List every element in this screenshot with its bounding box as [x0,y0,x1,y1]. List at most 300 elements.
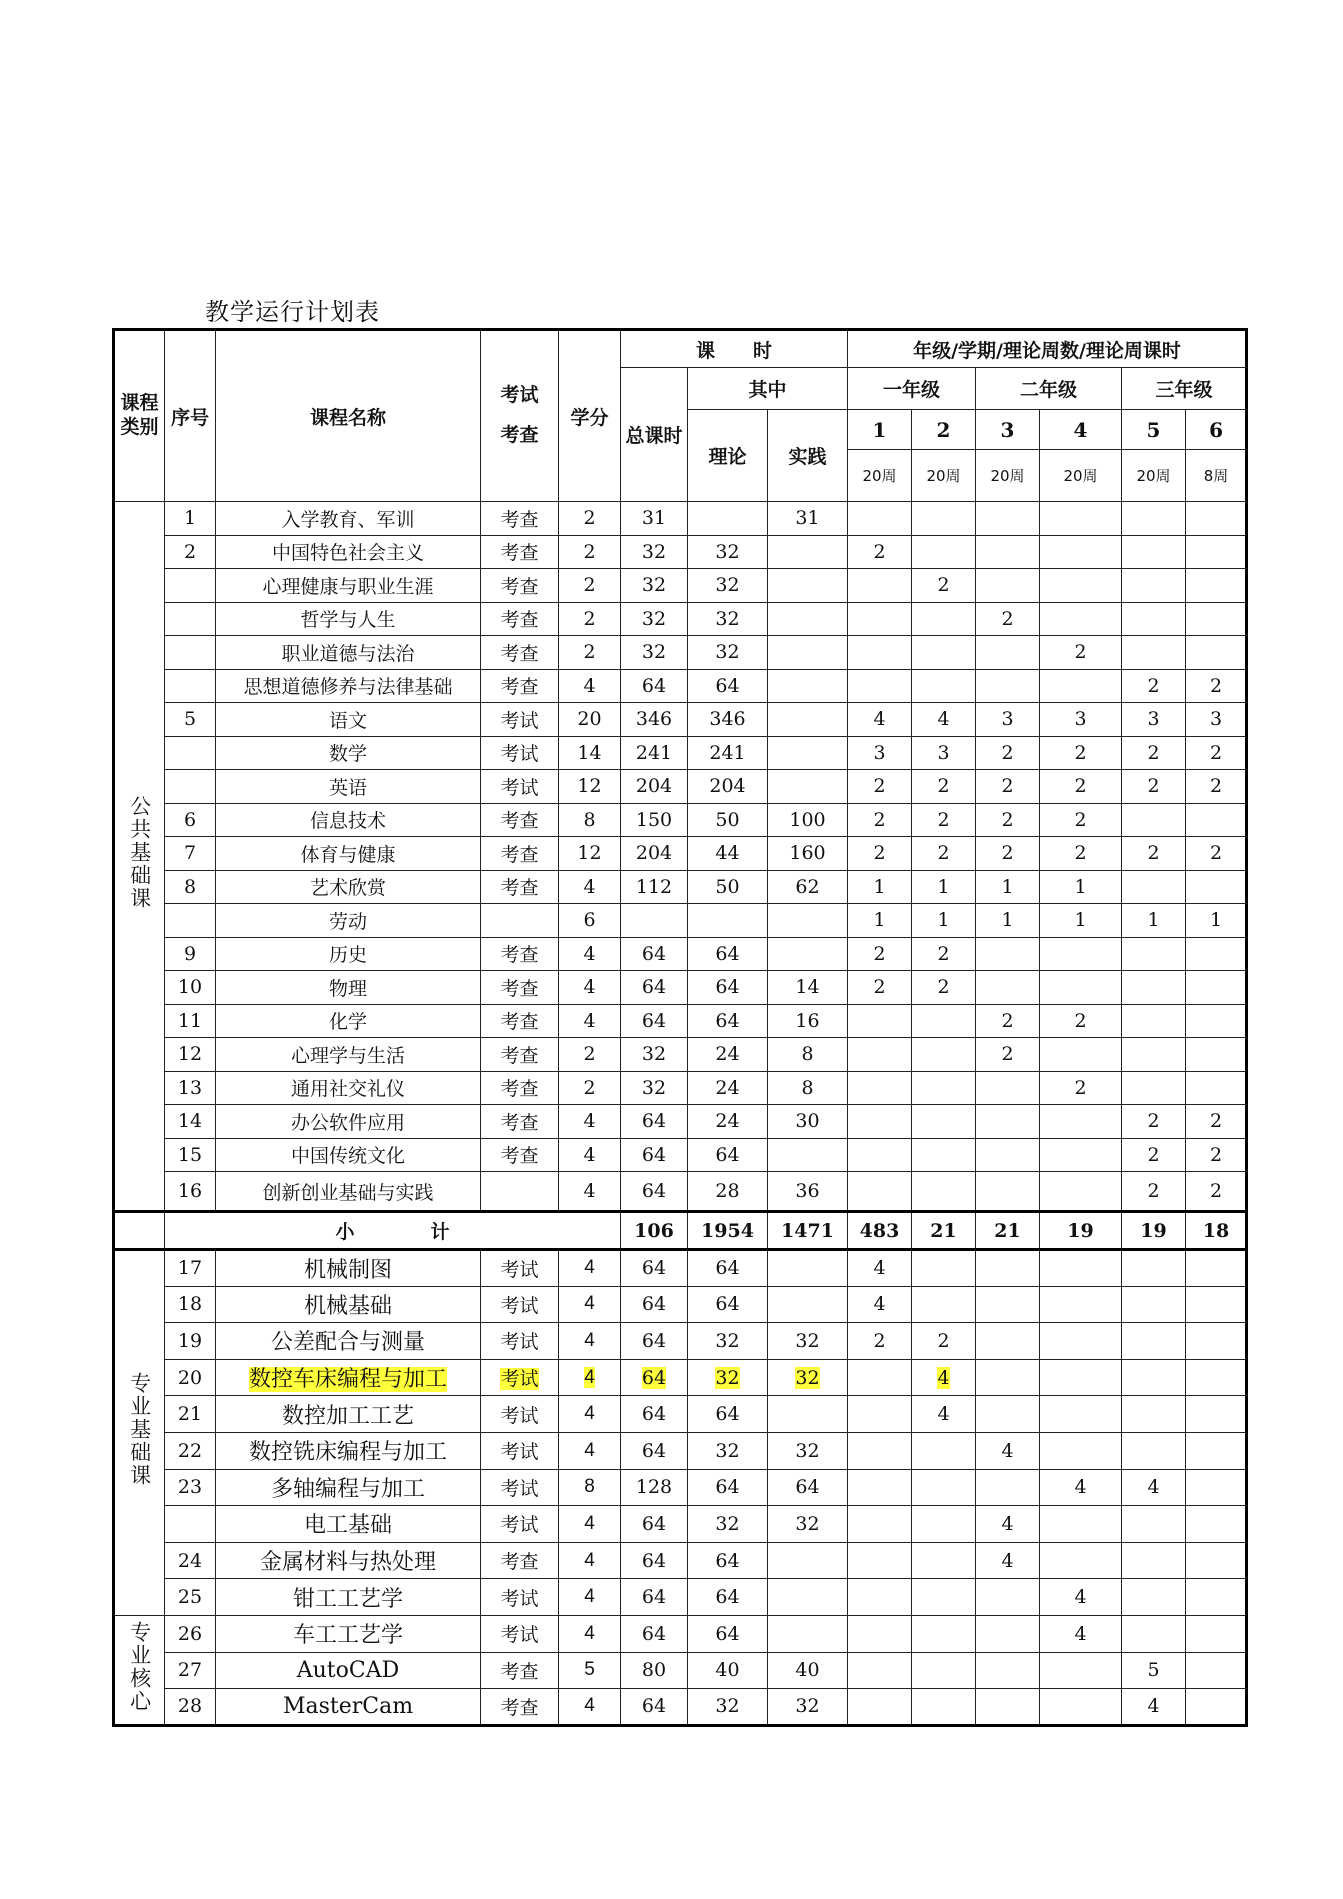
sem6-cell [1186,1506,1247,1543]
exam-type-cell: 考查 [481,569,559,603]
course-row [114,1579,1247,1616]
theory-hours-cell: 64 [688,1542,768,1579]
sem4-cell: 4 [1040,1615,1122,1652]
sem6-cell [1186,1469,1247,1506]
practice-hours-cell [768,736,848,770]
sem5-cell [1122,803,1186,837]
sem5-cell [1122,535,1186,569]
subtotal-blank-cell [114,1212,165,1250]
sem3-cell: 2 [976,803,1040,837]
seq-cell: 14 [165,1105,216,1139]
credit-cell: 4 [559,1105,621,1139]
sem6-cell [1186,1250,1247,1287]
sem6-cell: 2 [1186,1105,1247,1139]
practice-hours-cell: 8 [768,1071,848,1105]
credit-cell: 4 [559,971,621,1005]
seq-cell [165,636,216,670]
sem1-cell [848,502,912,536]
sem6-cell [1186,1038,1247,1072]
sem5-cell: 4 [1122,1689,1186,1726]
practice-hours-cell: 30 [768,1105,848,1139]
subtotal-value: 1954 [688,1212,768,1250]
sem4-cell [1040,669,1122,703]
sem4-cell: 2 [1040,636,1122,670]
subtotal-value: 483 [848,1212,912,1250]
theory-hours-cell: 24 [688,1105,768,1139]
credit-cell: 12 [559,770,621,804]
sem4-cell [1040,1689,1122,1726]
course-row [114,770,1247,804]
sem6-cell: 2 [1186,1138,1247,1172]
total-hours-cell: 64 [621,669,688,703]
seq-cell: 1 [165,502,216,536]
seq-cell: 21 [165,1396,216,1433]
sem3-cell [976,1469,1040,1506]
course-row [114,602,1247,636]
theory-hours-cell: 346 [688,703,768,737]
teaching-plan-table [112,328,1248,1727]
sem6-cell: 2 [1186,669,1247,703]
theory-hours-cell: 64 [688,937,768,971]
seq-cell [165,602,216,636]
sem1-cell: 3 [848,736,912,770]
credit-cell: 4 [559,937,621,971]
sem5-cell [1122,1323,1186,1360]
course-row [114,535,1247,569]
sem3-cell: 4 [976,1542,1040,1579]
sem2-cell [912,1432,976,1469]
sem3-cell [976,937,1040,971]
header-name: 课程名称 [216,330,481,502]
header-total-hours: 总课时 [621,368,688,502]
sem1-cell [848,669,912,703]
sem6-cell [1186,1396,1247,1433]
sem2-cell [912,636,976,670]
subtotal-label: 小 计 [165,1212,621,1250]
sem6-cell [1186,1323,1247,1360]
total-hours-cell: 32 [621,569,688,603]
course-name-cell: 电工基础 [216,1506,481,1543]
exam-type-cell: 考查 [481,1652,559,1689]
sem3-cell [976,1105,1040,1139]
exam-type-cell: 考试 [481,703,559,737]
course-name-cell: 金属材料与热处理 [216,1542,481,1579]
sem6-cell: 2 [1186,736,1247,770]
header-grade-group: 年级/学期/理论周数/理论周课时 [848,330,1247,368]
sem4-cell [1040,1542,1122,1579]
sem5-cell [1122,937,1186,971]
sem6-cell [1186,1689,1247,1726]
header-weeks: 20周 [848,450,912,502]
theory-hours-cell: 40 [688,1652,768,1689]
sem3-cell [976,569,1040,603]
sem2-cell [912,602,976,636]
course-name-cell: 机械基础 [216,1286,481,1323]
practice-hours-cell: 100 [768,803,848,837]
exam-type-cell: 考试 [481,1469,559,1506]
sem5-cell [1122,1506,1186,1543]
sem5-cell: 3 [1122,703,1186,737]
theory-hours-cell: 32 [688,1323,768,1360]
sem6-cell [1186,1652,1247,1689]
sem2-cell: 2 [912,770,976,804]
exam-type-cell: 考试 [481,1323,559,1360]
course-row [114,870,1247,904]
sem3-cell [976,1286,1040,1323]
sem2-cell [912,1469,976,1506]
practice-hours-cell [768,1286,848,1323]
sem5-cell [1122,1615,1186,1652]
sem1-cell: 4 [848,1250,912,1287]
practice-hours-cell [768,703,848,737]
course-row [114,1105,1247,1139]
sem4-cell: 4 [1040,1469,1122,1506]
seq-cell: 15 [165,1138,216,1172]
sem1-cell [848,1004,912,1038]
sem2-cell: 1 [912,904,976,938]
sem1-cell [848,1396,912,1433]
credit-cell: 5 [559,1652,621,1689]
course-name-cell: 信息技术 [216,803,481,837]
course-row [114,1615,1247,1652]
sem1-cell [848,1105,912,1139]
header-weeks: 20周 [912,450,976,502]
credit-cell: 2 [559,1071,621,1105]
sem3-cell: 2 [976,1004,1040,1038]
course-name-cell: 数学 [216,736,481,770]
course-row [114,1250,1247,1287]
sem2-cell: 2 [912,569,976,603]
practice-hours-cell: 160 [768,837,848,871]
total-hours-cell: 128 [621,1469,688,1506]
practice-hours-cell: 16 [768,1004,848,1038]
practice-hours-cell: 32 [768,1689,848,1726]
course-row [114,736,1247,770]
sem1-cell: 2 [848,535,912,569]
exam-type-cell [481,1172,559,1212]
practice-hours-cell: 14 [768,971,848,1005]
course-row [114,937,1247,971]
seq-cell: 5 [165,703,216,737]
sem3-cell: 4 [976,1432,1040,1469]
credit-cell: 2 [559,636,621,670]
practice-hours-cell [768,904,848,938]
course-name-cell: 钳工工艺学 [216,1579,481,1616]
sem4-cell [1040,535,1122,569]
sem6-cell: 2 [1186,837,1247,871]
course-row [114,1004,1247,1038]
credit-cell: 8 [559,1469,621,1506]
header-weeks: 20周 [1040,450,1122,502]
sem1-cell: 2 [848,971,912,1005]
sem5-cell [1122,1250,1186,1287]
seq-cell: 24 [165,1542,216,1579]
course-row [114,1359,1247,1396]
exam-type-cell: 考查 [481,1105,559,1139]
sem4-cell [1040,1506,1122,1543]
sem2-cell: 3 [912,736,976,770]
exam-type-cell: 考查 [481,870,559,904]
seq-cell: 10 [165,971,216,1005]
practice-hours-cell: 40 [768,1652,848,1689]
header-hours: 课 时 [621,330,848,368]
credit-cell: 2 [559,1038,621,1072]
course-name-cell: MasterCam [216,1689,481,1726]
exam-type-cell: 考查 [481,502,559,536]
sem3-cell [976,1615,1040,1652]
total-hours-cell: 32 [621,1071,688,1105]
seq-cell: 7 [165,837,216,871]
theory-hours-cell: 64 [688,1396,768,1433]
credit-cell: 6 [559,904,621,938]
sem3-cell: 2 [976,837,1040,871]
total-hours-cell: 64 [621,1579,688,1616]
exam-type-cell: 考试 [481,1396,559,1433]
sem1-cell [848,1138,912,1172]
practice-hours-cell [768,1579,848,1616]
sem1-cell: 4 [848,703,912,737]
subtotal-value: 19 [1040,1212,1122,1250]
practice-hours-cell: 32 [768,1432,848,1469]
sem5-cell [1122,569,1186,603]
sem2-cell: 4 [912,703,976,737]
sem2-cell: 2 [912,937,976,971]
sem5-cell: 2 [1122,837,1186,871]
seq-cell: 25 [165,1579,216,1616]
header-sem: 1 [848,410,912,450]
sem4-cell: 4 [1040,1579,1122,1616]
practice-hours-cell: 64 [768,1469,848,1506]
theory-hours-cell: 64 [688,1250,768,1287]
exam-type-cell: 考查 [481,1689,559,1726]
course-name-cell: 通用社交礼仪 [216,1071,481,1105]
sem4-cell [1040,1396,1122,1433]
seq-cell: 22 [165,1432,216,1469]
course-row [114,1652,1247,1689]
practice-hours-cell: 62 [768,870,848,904]
course-name-cell: 物理 [216,971,481,1005]
total-hours-cell: 150 [621,803,688,837]
sem3-cell: 2 [976,602,1040,636]
seq-cell: 12 [165,1038,216,1072]
sem6-cell [1186,1359,1247,1396]
sem3-cell: 4 [976,1506,1040,1543]
course-name-cell: 多轴编程与加工 [216,1469,481,1506]
sem1-cell [848,569,912,603]
theory-hours-cell: 32 [688,535,768,569]
sem2-cell: 4 [912,1359,976,1396]
credit-cell: 2 [559,502,621,536]
practice-hours-cell: 36 [768,1172,848,1212]
total-hours-cell: 64 [621,1396,688,1433]
course-row [114,1286,1247,1323]
credit-cell: 2 [559,569,621,603]
exam-type-cell: 考试 [481,736,559,770]
sem6-cell [1186,870,1247,904]
sem5-cell [1122,1579,1186,1616]
sem3-cell [976,1071,1040,1105]
theory-hours-cell: 64 [688,1615,768,1652]
practice-hours-cell [768,602,848,636]
sem6-cell [1186,1615,1247,1652]
seq-cell: 9 [165,937,216,971]
sem3-cell [976,502,1040,536]
course-name-cell: AutoCAD [216,1652,481,1689]
theory-hours-cell: 32 [688,636,768,670]
total-hours-cell: 204 [621,837,688,871]
exam-type-cell: 考查 [481,602,559,636]
total-hours-cell: 31 [621,502,688,536]
sem4-cell: 1 [1040,904,1122,938]
section-label: 专业基础课 [114,1250,165,1616]
sem4-cell [1040,1172,1122,1212]
sem5-cell [1122,602,1186,636]
sem3-cell [976,1396,1040,1433]
header-grade1: 一年级 [848,368,976,410]
sem1-cell [848,1506,912,1543]
theory-hours-cell: 32 [688,1359,768,1396]
total-hours-cell: 64 [621,1250,688,1287]
total-hours-cell: 32 [621,1038,688,1072]
course-row [114,703,1247,737]
total-hours-cell: 64 [621,1432,688,1469]
course-row [114,1689,1247,1726]
credit-cell: 2 [559,535,621,569]
seq-cell: 27 [165,1652,216,1689]
course-row [114,1469,1247,1506]
course-row [114,569,1247,603]
exam-type-cell: 考查 [481,1071,559,1105]
course-name-cell: 数控加工工艺 [216,1396,481,1433]
sem2-cell [912,1615,976,1652]
sem6-cell [1186,535,1247,569]
sem2-cell: 2 [912,837,976,871]
course-row [114,1432,1247,1469]
theory-hours-cell: 241 [688,736,768,770]
course-row [114,1542,1247,1579]
seq-cell [165,569,216,603]
sem5-cell [1122,1396,1186,1433]
sem3-cell [976,1689,1040,1726]
sem2-cell: 2 [912,1323,976,1360]
seq-cell: 18 [165,1286,216,1323]
sem1-cell [848,1579,912,1616]
sem2-cell [912,1652,976,1689]
header-grade3: 三年级 [1122,368,1247,410]
total-hours-cell: 32 [621,535,688,569]
sem3-cell: 2 [976,770,1040,804]
sem5-cell [1122,502,1186,536]
sem4-cell [1040,502,1122,536]
sem6-cell [1186,1071,1247,1105]
sem5-cell: 2 [1122,1138,1186,1172]
theory-hours-cell: 32 [688,1506,768,1543]
total-hours-cell: 64 [621,1615,688,1652]
sem4-cell [1040,937,1122,971]
theory-hours-cell: 24 [688,1071,768,1105]
total-hours-cell: 112 [621,870,688,904]
sem3-cell [976,1138,1040,1172]
sem1-cell: 2 [848,937,912,971]
theory-hours-cell: 64 [688,1579,768,1616]
credit-cell: 4 [559,1615,621,1652]
course-name-cell: 哲学与人生 [216,602,481,636]
sem2-cell [912,1004,976,1038]
sem1-cell [848,1652,912,1689]
course-name-cell: 心理学与生活 [216,1038,481,1072]
sem1-cell [848,1038,912,1072]
practice-hours-cell [768,569,848,603]
course-name-cell: 体育与健康 [216,837,481,871]
header-grade2: 二年级 [976,368,1122,410]
sem4-cell: 3 [1040,703,1122,737]
course-row [114,1506,1247,1543]
sem2-cell [912,1138,976,1172]
header-weeks: 8周 [1186,450,1247,502]
course-name-cell: 车工工艺学 [216,1615,481,1652]
sem4-cell [1040,1138,1122,1172]
sem3-cell [976,535,1040,569]
seq-cell: 2 [165,535,216,569]
course-row [114,1323,1247,1360]
total-hours-cell [621,904,688,938]
total-hours-cell: 64 [621,937,688,971]
sem6-cell [1186,602,1247,636]
sem4-cell: 2 [1040,770,1122,804]
sem1-cell: 1 [848,870,912,904]
sem1-cell [848,1615,912,1652]
total-hours-cell: 346 [621,703,688,737]
sem6-cell: 2 [1186,1172,1247,1212]
seq-cell: 11 [165,1004,216,1038]
credit-cell: 4 [559,1396,621,1433]
sem4-cell [1040,1250,1122,1287]
sem2-cell [912,669,976,703]
header-theory: 理论 [688,410,768,502]
sem4-cell: 2 [1040,837,1122,871]
seq-cell: 6 [165,803,216,837]
sem1-cell [848,1689,912,1726]
course-name-cell: 劳动 [216,904,481,938]
total-hours-cell: 32 [621,602,688,636]
sem5-cell [1122,1432,1186,1469]
practice-hours-cell [768,1138,848,1172]
exam-type-cell: 考试 [481,1359,559,1396]
credit-cell: 12 [559,837,621,871]
sem2-cell [912,1506,976,1543]
exam-type-cell: 考试 [481,1506,559,1543]
course-name-cell: 中国特色社会主义 [216,535,481,569]
sem2-cell: 2 [912,803,976,837]
theory-hours-cell: 64 [688,1138,768,1172]
page-title: 教学运行计划表 [205,298,380,326]
subtotal-value: 19 [1122,1212,1186,1250]
sem3-cell [976,1579,1040,1616]
credit-cell: 14 [559,736,621,770]
practice-hours-cell [768,1542,848,1579]
sem4-cell [1040,602,1122,636]
credit-cell: 4 [559,1359,621,1396]
exam-type-cell: 考查 [481,1542,559,1579]
sem6-cell [1186,569,1247,603]
course-row [114,1138,1247,1172]
header-among: 其中 [688,368,848,410]
sem1-cell: 2 [848,770,912,804]
sem3-cell: 1 [976,904,1040,938]
header-seq: 序号 [165,330,216,502]
exam-type-cell: 考查 [481,1004,559,1038]
sem6-cell [1186,502,1247,536]
